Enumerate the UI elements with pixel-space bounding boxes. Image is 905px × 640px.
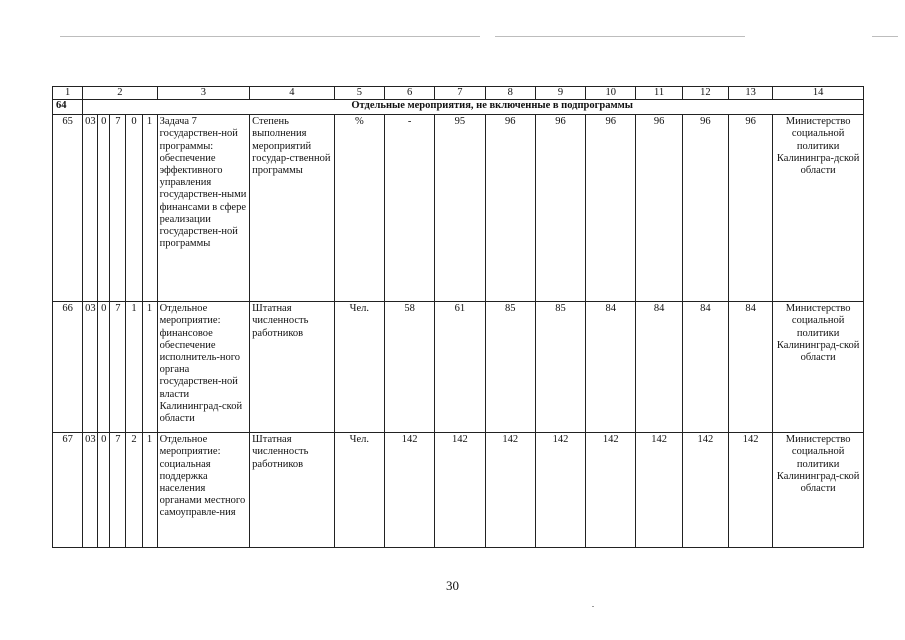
code-cell: 2	[126, 433, 142, 548]
value-cell: 142	[435, 433, 485, 548]
column-number: 14	[773, 87, 864, 100]
column-number: 4	[250, 87, 335, 100]
scan-artifact-dot	[592, 606, 594, 607]
code-cell: 7	[110, 115, 126, 302]
code-cell: 1	[142, 433, 157, 548]
code-cell: 03	[83, 115, 98, 302]
value-cell: 142	[535, 433, 585, 548]
value-cell: 142	[729, 433, 773, 548]
indicators-table	[52, 86, 864, 548]
column-number: 12	[682, 87, 728, 100]
code-cell: 7	[110, 433, 126, 548]
value-cell: 84	[682, 302, 728, 433]
scan-artifact-line	[872, 36, 898, 37]
column-number: 5	[334, 87, 384, 100]
scan-artifact-line	[495, 36, 745, 37]
column-number: 7	[435, 87, 485, 100]
code-cell: 1	[142, 115, 157, 302]
indicator-name: Штатная численность работников	[250, 433, 335, 548]
value-cell: 96	[586, 115, 636, 302]
code-cell: 1	[142, 302, 157, 433]
code-cell: 03	[83, 302, 98, 433]
indicator-name: Степень выполнения мероприятий государ-ственной программы	[250, 115, 335, 302]
section-row	[53, 100, 864, 115]
value-cell: 95	[435, 115, 485, 302]
column-number: 1	[53, 87, 83, 100]
unit-cell: Чел.	[334, 433, 384, 548]
value-cell: 96	[636, 115, 682, 302]
table-row	[53, 433, 864, 548]
code-cell: 0	[98, 433, 110, 548]
value-cell: 85	[535, 302, 585, 433]
value-cell: 58	[384, 302, 434, 433]
column-number: 10	[586, 87, 636, 100]
value-cell: 85	[485, 302, 535, 433]
value-cell: 61	[435, 302, 485, 433]
section-title: Отдельные мероприятия, не включенные в подпрограммы	[83, 100, 864, 115]
table-row	[53, 115, 864, 302]
responsible-organization: Министерство социальной политики Калинингра-дской области	[773, 115, 864, 302]
value-cell: 142	[384, 433, 434, 548]
value-cell: 84	[729, 302, 773, 433]
column-number-row	[53, 87, 864, 100]
responsible-organization: Министерство социальной политики Калининград-ской области	[773, 433, 864, 548]
value-cell: 142	[682, 433, 728, 548]
value-cell: -	[384, 115, 434, 302]
value-cell: 84	[636, 302, 682, 433]
column-number: 3	[157, 87, 250, 100]
unit-cell: %	[334, 115, 384, 302]
code-cell: 1	[126, 302, 142, 433]
section-number: 64	[53, 100, 83, 115]
value-cell: 96	[535, 115, 585, 302]
table-row	[53, 302, 864, 433]
measure-name: Задача 7 государствен-ной программы: обеспечение эффективного управления государствен-ными финансами в сфере реализации государствен-ной программы	[157, 115, 250, 302]
value-cell: 142	[485, 433, 535, 548]
value-cell: 142	[586, 433, 636, 548]
column-number: 13	[729, 87, 773, 100]
measure-name: Отдельное мероприятие: социальная поддержка населения органами местного самоуправле-ния	[157, 433, 250, 548]
unit-cell: Чел.	[334, 302, 384, 433]
row-number: 65	[53, 115, 83, 302]
value-cell: 142	[636, 433, 682, 548]
value-cell: 96	[485, 115, 535, 302]
indicator-name: Штатная численность работников	[250, 302, 335, 433]
column-number: 11	[636, 87, 682, 100]
value-cell: 96	[729, 115, 773, 302]
code-cell: 0	[126, 115, 142, 302]
column-number: 9	[535, 87, 585, 100]
page-number: 30	[446, 578, 459, 593]
responsible-organization: Министерство социальной политики Калининград-ской области	[773, 302, 864, 433]
measure-name: Отдельное мероприятие: финансовое обеспечение исполнитель-ного органа государствен-ной власти Калининград-ской области	[157, 302, 250, 433]
column-number: 6	[384, 87, 434, 100]
column-number: 2	[83, 87, 157, 100]
scan-artifact-line	[60, 36, 480, 37]
code-cell: 03	[83, 433, 98, 548]
code-cell: 0	[98, 302, 110, 433]
code-cell: 7	[110, 302, 126, 433]
value-cell: 96	[682, 115, 728, 302]
row-number: 67	[53, 433, 83, 548]
code-cell: 0	[98, 115, 110, 302]
column-number: 8	[485, 87, 535, 100]
row-number: 66	[53, 302, 83, 433]
value-cell: 84	[586, 302, 636, 433]
